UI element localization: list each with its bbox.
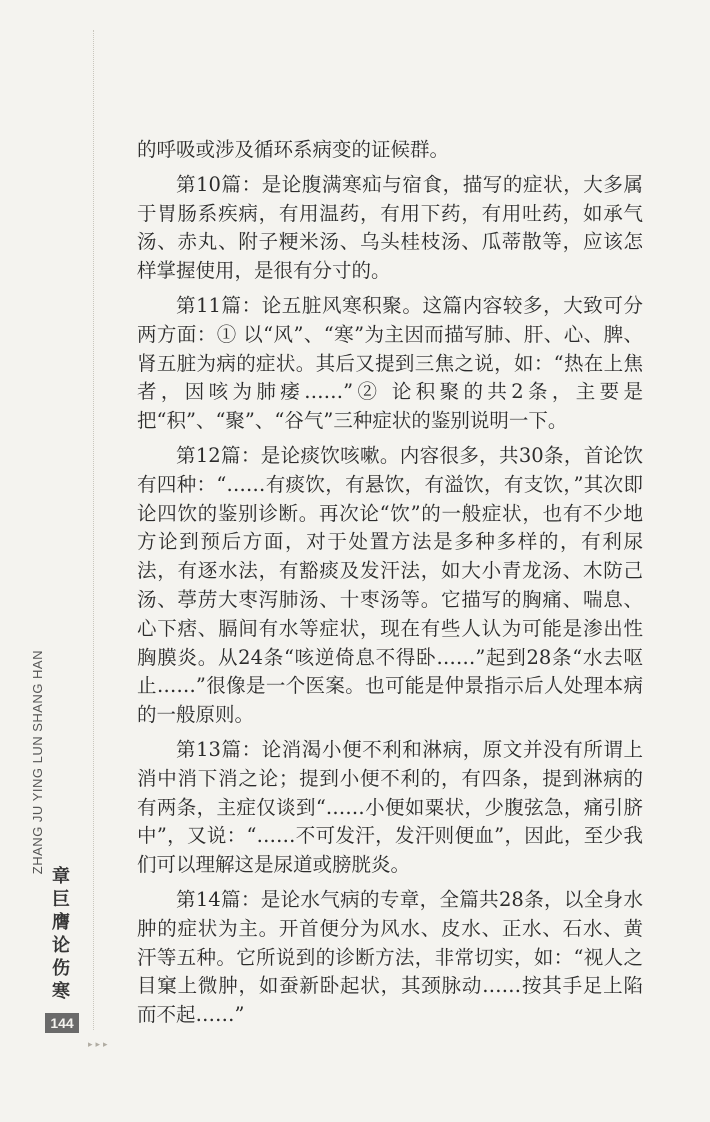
footer-arrows-icon: ▸▸▸: [88, 1040, 111, 1050]
margin-dotted-rule: [93, 30, 94, 1030]
paragraph-chapter-10: 第10篇：是论腹满寒疝与宿食，描写的症状，大多属于胃肠系疾病，有用温药，有用下药，有用吐药，如承气汤、赤丸、附子粳米汤、乌头桂枝汤、瓜蒂散等，应该怎样掌握使用，是很有分寸的。: [137, 172, 643, 283]
side-title-chinese: 章巨膺论伤寒: [52, 866, 70, 1002]
paragraph-chapter-13: 第13篇：论消渴小便不利和淋病，原文并没有所谓上消中消下消之论；提到小便不利的，有四条，提到淋病的有两条，主症仅谈到“……小便如粟状，少腹弦急，痛引脐中”，又说：“……不可发汗，发汗则便血”，因此，至少我们可以理解这是尿道或膀胱炎。: [137, 737, 643, 877]
paragraph-chapter-12: 第12篇：是论痰饮咳嗽。内容很多，共30条，首论饮有四种：“……有痰饮，有悬饮，有溢饮，有支饮，”其次即论四饮的鉴别诊断。再次论“饮”的一般症状，也有不少地方论到预后方面，对于处置方法是多种多样的，有利尿法，有逐水法，有豁痰及发汗法，如大小青龙汤、木防己汤、葶苈大枣泻肺汤、十枣汤等。它描写的胸痛、喘息、心下痞、膈间有水等症状，现在有些人认为可能是渗出性胸膜炎。从24条“咳逆倚息不得卧……”起到28条“水去呕止……”很像是一个医案。也可能是仲景指示后人处理本病的一般原则。: [137, 443, 643, 727]
paragraph-continuation: 的呼吸或涉及循环系病变的证候群。: [137, 138, 450, 161]
paragraph-chapter-14: 第14篇：是论水气病的专章，全篇共28条，以全身水肿的症状为主。开首便分为风水、皮水、正水、石水、黄汗等五种。它所说到的诊断方法，非常切实，如：“视人之目窠上微肿，如蚕新卧起状，其颈脉动……按其手足上陷而不起……”: [137, 887, 643, 1027]
side-title-pinyin: ZHANG JU YING LUN SHANG HAN: [30, 650, 45, 875]
page-number: 144: [45, 1013, 79, 1033]
paragraph-chapter-11: 第11篇：论五脏风寒积聚。这篇内容较多，大致可分两方面：① 以“风”、“寒”为主因而描写肺、肝、心、脾、肾五脏为病的症状。其后又提到三焦之说，如：“热在上焦者，因咳为肺痿……”② 论积聚的共2条，主要是把“积”、“聚”、“谷气”三种症状的鉴别说明一下。: [137, 293, 643, 433]
body-text: [137, 136, 643, 1036]
